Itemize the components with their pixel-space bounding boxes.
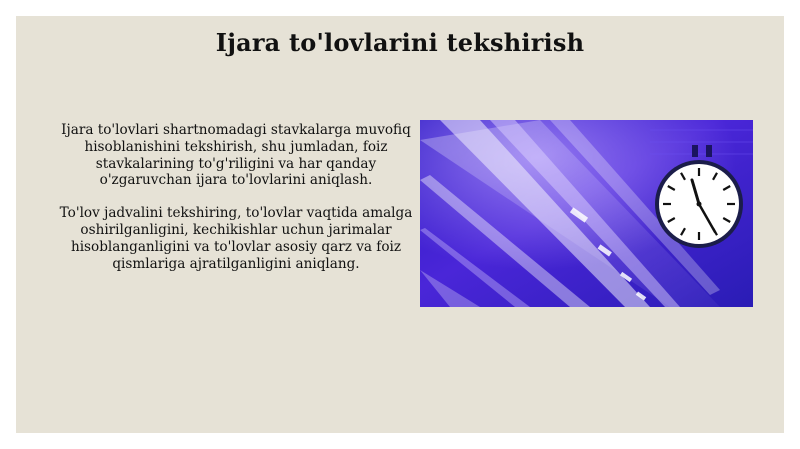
light-streaks-illustration <box>420 120 753 307</box>
slide <box>16 16 784 433</box>
paragraph-1: Ijara to'lovlari shartnomadagi stavkalarga muvofiq hisoblanishini tekshirish, shu jumladan, foiz stavkalarining to'g'riligini va har qanday o'zgaruvchan ijara to'lovlarini aniqlash. <box>61 122 411 189</box>
slide-title: Ijara to'lovlarini tekshirish <box>215 28 585 57</box>
clock-photo <box>420 120 753 307</box>
paragraph-2: To'lov jadvalini tekshiring, to'lovlar vaqtida amalga oshirilganligini, kechikishlar uchun jarimalar hisoblanganligini va to'lovlar asosiy qarz va foiz qismlariga ajratilganligini aniqlang. <box>59 205 413 272</box>
slide-body <box>52 122 420 288</box>
